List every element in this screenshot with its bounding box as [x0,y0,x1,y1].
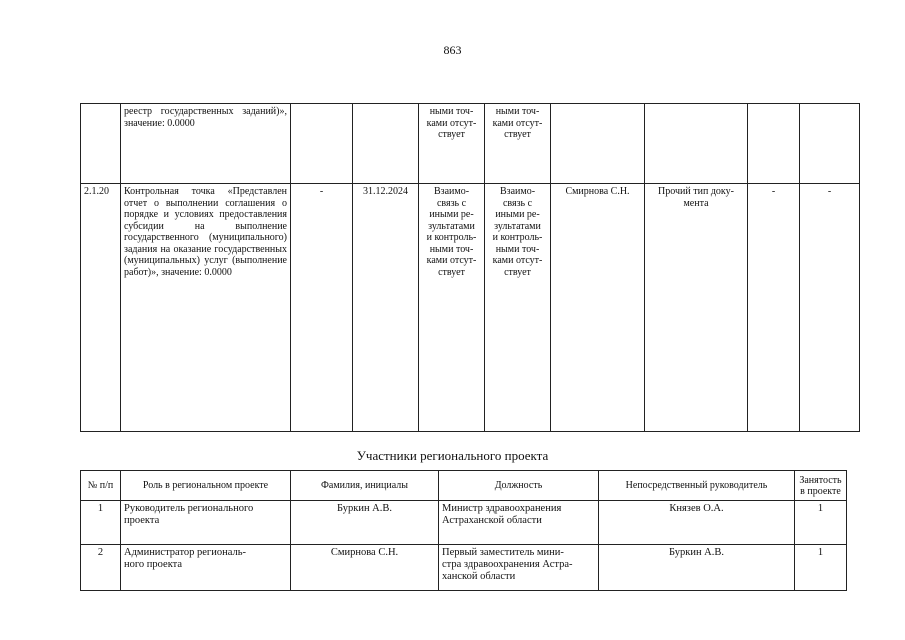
table-cell [353,104,419,184]
table-row [81,501,847,545]
header-load: Занятость в проекте [795,471,847,501]
table-cell-relation: Взаимо- связь с иными ре- зультатами и контроль- ными точ- ками отсут- ствует [419,184,485,432]
table-cell-number: 2.1.20 [81,184,121,432]
table-cell: - [291,184,353,432]
table-cell-date: 31.12.2024 [353,184,419,432]
cell-position: Министр здравоохранения Астраханской области [439,501,599,545]
cell-supervisor: Буркин А.В. [599,545,795,591]
cell-position: Первый заместитель мини- стра здравоохранения Астра- ханской области [439,545,599,591]
header-supervisor: Непосредственный руководитель [599,471,795,501]
cell-number: 1 [81,501,121,545]
table-cell-relation: ными точ- ками отсут- ствует [419,104,485,184]
table-cell [291,104,353,184]
table-row [81,184,860,432]
table-cell [748,104,800,184]
cell-role: Администратор региональ- ного проекта [121,545,291,591]
cell-load: 1 [795,501,847,545]
table-header-row [81,471,847,501]
participants-table [80,470,847,591]
cell-load: 1 [795,545,847,591]
cell-role: Руководитель регионального проекта [121,501,291,545]
table-cell-description: Контрольная точка «Представлен отчет о выполнении соглашения о порядке и условиях предоставления субсидии на выполнение государственного (муниципального) задания на оказание государственных (муниципальных) услуг (выполнение работ)», значение: 0.0000 [121,184,291,432]
table-cell-responsible: Смирнова С.Н. [551,184,645,432]
table-cell [81,104,121,184]
cell-number: 2 [81,545,121,591]
table-row [81,545,847,591]
table-cell-description: реестр государственных заданий)», значение: 0.0000 [121,104,291,184]
section-title: Участники регионального проекта [356,448,549,463]
header-position: Должность [439,471,599,501]
cell-supervisor: Князев О.А. [599,501,795,545]
table-cell-doc-type: Прочий тип доку- мента [645,184,748,432]
table-cell-relation: ными точ- ками отсут- ствует [485,104,551,184]
header-number: № п/п [81,471,121,501]
table-cell-relation: Взаимо- связь с иными ре- зультатами и контроль- ными точ- ками отсут- ствует [485,184,551,432]
cell-name: Смирнова С.Н. [291,545,439,591]
cell-name: Буркин А.В. [291,501,439,545]
table-cell [645,104,748,184]
table-cell: - [748,184,800,432]
table-cell [551,104,645,184]
table-cell: - [800,184,860,432]
header-role: Роль в региональном проекте [121,471,291,501]
page-number: 863 [443,43,462,57]
table-row [81,104,860,184]
control-points-table [80,103,860,432]
table-cell [800,104,860,184]
header-name: Фамилия, инициалы [291,471,439,501]
